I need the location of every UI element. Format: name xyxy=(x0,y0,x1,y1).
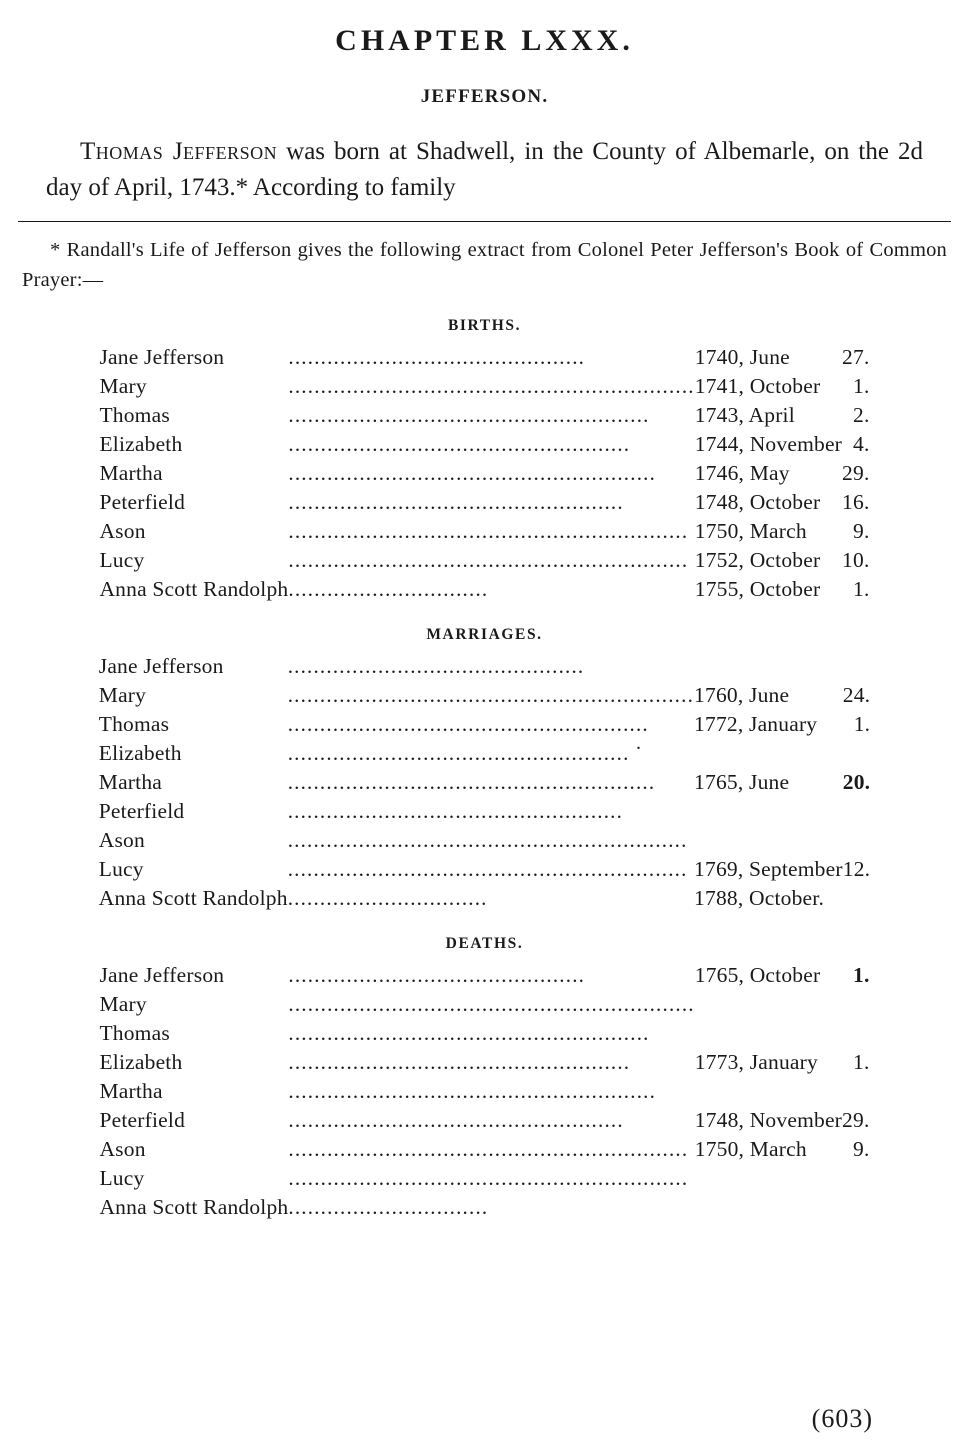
record-name: Ason xyxy=(98,828,145,853)
record-name: Mary xyxy=(98,683,147,708)
record-name: Martha xyxy=(99,461,163,486)
record-name: Peterfield xyxy=(99,490,186,515)
record-date: 1741, October xyxy=(694,374,821,399)
record-date xyxy=(695,1193,842,1222)
record-day: 20. xyxy=(842,770,871,795)
record-day xyxy=(842,1164,869,1193)
leader-dots-text: .................................................... xyxy=(288,1108,624,1133)
leader-dots xyxy=(288,401,694,430)
record-day xyxy=(842,1077,869,1106)
record-day: 4. xyxy=(853,432,870,457)
table-row xyxy=(99,768,870,797)
leader-dots xyxy=(288,855,694,884)
record-date: 1750, March xyxy=(694,1137,807,1162)
record-date: 1769, September xyxy=(694,857,843,882)
page-number: (603) xyxy=(811,1404,873,1433)
table-row xyxy=(99,990,869,1019)
record-date xyxy=(694,797,843,826)
leader-dots-text: ......................................................... xyxy=(288,1079,657,1104)
record-name: Martha xyxy=(98,770,163,795)
record-day xyxy=(843,884,870,913)
record-name: Lucy xyxy=(98,857,144,882)
document-page xyxy=(0,24,969,1452)
record-date xyxy=(695,1019,842,1048)
leader-dots xyxy=(288,826,694,855)
record-name: Lucy xyxy=(99,1166,145,1191)
table-row xyxy=(99,575,869,604)
leader-dots-text: .............................................................. xyxy=(288,548,689,573)
leader-dots xyxy=(288,546,694,575)
record-name: Elizabeth xyxy=(99,432,183,457)
record-date: 1773, January xyxy=(694,1050,818,1075)
record-day: 29. xyxy=(842,1108,870,1133)
record-name: Elizabeth xyxy=(99,1050,183,1075)
table-row xyxy=(99,652,870,681)
record-date xyxy=(694,652,843,681)
leader-dots-text: ..................................................... xyxy=(288,432,631,457)
record-date: 1744, November xyxy=(694,432,843,457)
record-day xyxy=(842,990,869,1019)
record-day: 1. xyxy=(853,577,870,602)
records-heading-deaths: DEATHS. xyxy=(445,935,524,953)
records-table-marriages xyxy=(99,652,870,913)
leader-dots xyxy=(288,710,694,739)
record-name: Peterfield xyxy=(99,1108,186,1133)
leader-dots xyxy=(288,768,694,797)
body-paragraph xyxy=(46,134,923,205)
record-name: Martha xyxy=(99,1079,163,1104)
record-date: 1748, November xyxy=(694,1108,843,1133)
record-day: 1. xyxy=(853,1050,870,1075)
table-row xyxy=(99,488,869,517)
leader-dots-text: ......................................................... xyxy=(287,770,656,795)
record-name: Jane Jefferson xyxy=(99,345,225,370)
table-row xyxy=(99,797,870,826)
leader-dots-text: ........................................................ xyxy=(288,403,650,428)
leader-dots-text: .............................................................. xyxy=(287,828,688,853)
leader-dots-text: .............................................. xyxy=(288,963,586,988)
record-date: 1755, October xyxy=(694,577,821,602)
record-date xyxy=(694,826,843,855)
table-row xyxy=(99,855,870,884)
record-name: Lucy xyxy=(99,548,145,573)
leader-dots xyxy=(288,488,694,517)
record-date: 1748, October xyxy=(694,490,821,515)
table-row xyxy=(99,1135,869,1164)
leader-dots xyxy=(288,372,694,401)
table-row xyxy=(99,517,869,546)
table-row xyxy=(99,739,870,768)
leader-dots-text: ............................................................... xyxy=(288,992,695,1017)
record-date: 1752, October xyxy=(694,548,821,573)
record-day: 1. xyxy=(853,712,871,737)
leader-dots-text: ............................... xyxy=(288,1195,489,1220)
record-name: Anna Scott Randolph xyxy=(99,1195,289,1220)
record-name: Mary xyxy=(99,992,147,1017)
record-name: Thomas xyxy=(98,712,170,737)
record-name: Thomas xyxy=(99,403,170,428)
footnote-divider xyxy=(18,221,951,222)
record-date: 1760, June xyxy=(694,683,790,708)
lead-name: Thomas Jefferson xyxy=(80,138,278,165)
record-date xyxy=(695,990,842,1019)
leader-dots-text: .............................................. xyxy=(288,345,586,370)
table-row xyxy=(99,1164,869,1193)
table-row xyxy=(99,681,870,710)
leader-dots xyxy=(288,1193,694,1222)
record-name: Anna Scott Randolph xyxy=(98,886,288,911)
record-day xyxy=(842,1193,869,1222)
table-row xyxy=(99,546,869,575)
records-table-deaths xyxy=(99,961,869,1222)
table-row xyxy=(99,459,869,488)
records-section-marriages xyxy=(0,626,969,913)
record-day: 1. xyxy=(853,374,870,399)
table-row xyxy=(99,1019,869,1048)
record-date: 1765, June xyxy=(694,770,790,795)
record-day: 27. xyxy=(842,345,870,370)
leader-dots-text: .............................................................. xyxy=(288,519,689,544)
record-date xyxy=(695,1077,842,1106)
footnote-text: * Randall's Life of Jefferson gives the following extract from Colonel Peter Jefferson's Book of Common Prayer:— xyxy=(22,239,947,291)
leader-dots xyxy=(288,1106,694,1135)
record-day: 9. xyxy=(853,519,870,544)
table-row xyxy=(99,372,869,401)
record-name: Ason xyxy=(99,519,146,544)
records-heading-births: BIRTHS. xyxy=(447,317,522,335)
leader-dots-text: .............................................. xyxy=(287,654,585,679)
leader-dots xyxy=(288,1048,694,1077)
leader-dots-text: .............................................................. xyxy=(288,1137,689,1162)
leader-dots-text: ............................................................... xyxy=(288,374,695,399)
record-name: Thomas xyxy=(99,1021,170,1046)
records-section-deaths xyxy=(0,935,969,1222)
leader-dots xyxy=(288,797,694,826)
record-date: 1743, April xyxy=(694,403,795,428)
leader-dots xyxy=(288,739,694,768)
leader-dots-text: ............................................................... xyxy=(287,683,695,708)
record-name: Anna Scott Randolph xyxy=(99,577,289,602)
leader-dots xyxy=(288,1019,694,1048)
table-row xyxy=(99,343,869,372)
record-date xyxy=(695,1164,842,1193)
record-day: 16. xyxy=(842,490,870,515)
leader-dots xyxy=(288,459,694,488)
leader-dots-text: .................................................... xyxy=(288,490,624,515)
record-day: 29. xyxy=(842,461,870,486)
table-row xyxy=(99,1193,869,1222)
leader-dots xyxy=(288,652,694,681)
record-date: 1765, October xyxy=(694,963,821,988)
leader-dots-text: .............................................................. xyxy=(288,1166,689,1191)
record-day xyxy=(843,739,870,768)
leader-dots-text: .............................................................. xyxy=(287,857,688,882)
leader-dots-text: ......................................................... xyxy=(288,461,657,486)
table-row xyxy=(99,961,869,990)
record-name: Ason xyxy=(99,1137,146,1162)
record-date: 1746, May xyxy=(694,461,790,486)
record-day: 9. xyxy=(853,1137,870,1162)
body-paragraph-text: was born at Shadwell, in the County of Albemarle, on the 2d day of April, 1743.* According to family xyxy=(46,138,924,201)
table-row xyxy=(99,826,870,855)
record-date: 1772, January xyxy=(694,712,818,737)
record-day: 1. xyxy=(853,963,870,988)
record-day xyxy=(843,797,870,826)
record-day: 2. xyxy=(853,403,870,428)
chapter-subject: JEFFERSON. xyxy=(420,86,549,107)
table-row xyxy=(99,1077,869,1106)
record-name: Elizabeth xyxy=(98,741,182,766)
record-day: 24. xyxy=(842,683,871,708)
record-name: Jane Jefferson xyxy=(99,963,225,988)
table-row xyxy=(99,1048,869,1077)
leader-dots xyxy=(288,517,694,546)
record-name: Mary xyxy=(99,374,147,399)
leader-dots xyxy=(288,884,694,913)
leader-dots-text: .................................................... xyxy=(287,799,624,824)
record-day: 10. xyxy=(842,548,870,573)
leader-dots xyxy=(288,1077,694,1106)
leader-dots-text: ..................................................... xyxy=(288,1050,631,1075)
record-date: 1750, March xyxy=(694,519,807,544)
record-date: 1788, October. xyxy=(694,886,825,911)
leader-dots xyxy=(288,1135,694,1164)
leader-dots-text: ............................... xyxy=(287,886,488,911)
record-name: Peterfield xyxy=(98,799,185,824)
table-row xyxy=(99,1106,869,1135)
table-row xyxy=(99,710,870,739)
record-day xyxy=(843,652,870,681)
records-table-births xyxy=(99,343,869,604)
table-row xyxy=(99,430,869,459)
table-row xyxy=(99,401,869,430)
record-day: 12. xyxy=(842,857,871,882)
record-date: 1740, June xyxy=(694,345,790,370)
record-date xyxy=(694,739,843,768)
leader-dots xyxy=(288,681,694,710)
leader-dots-text: ............................... xyxy=(288,577,489,602)
leader-dots xyxy=(288,343,694,372)
leader-dots xyxy=(288,1164,694,1193)
records-section-births xyxy=(0,317,969,604)
page-title: CHAPTER LXXX. xyxy=(335,24,634,57)
leader-dots xyxy=(288,430,694,459)
leader-dots-text: ........................................................ xyxy=(287,712,649,737)
stray-ink-mark: . xyxy=(636,732,641,754)
record-day xyxy=(843,826,870,855)
leader-dots xyxy=(288,990,694,1019)
leader-dots xyxy=(288,961,694,990)
table-row xyxy=(99,884,870,913)
records-heading-marriages: MARRIAGES. xyxy=(426,626,543,644)
record-name: Jane Jefferson xyxy=(98,654,224,679)
record-day xyxy=(842,1019,869,1048)
leader-dots-text: ........................................................ xyxy=(288,1021,650,1046)
leader-dots xyxy=(288,575,694,604)
leader-dots-text: ..................................................... xyxy=(287,741,630,766)
